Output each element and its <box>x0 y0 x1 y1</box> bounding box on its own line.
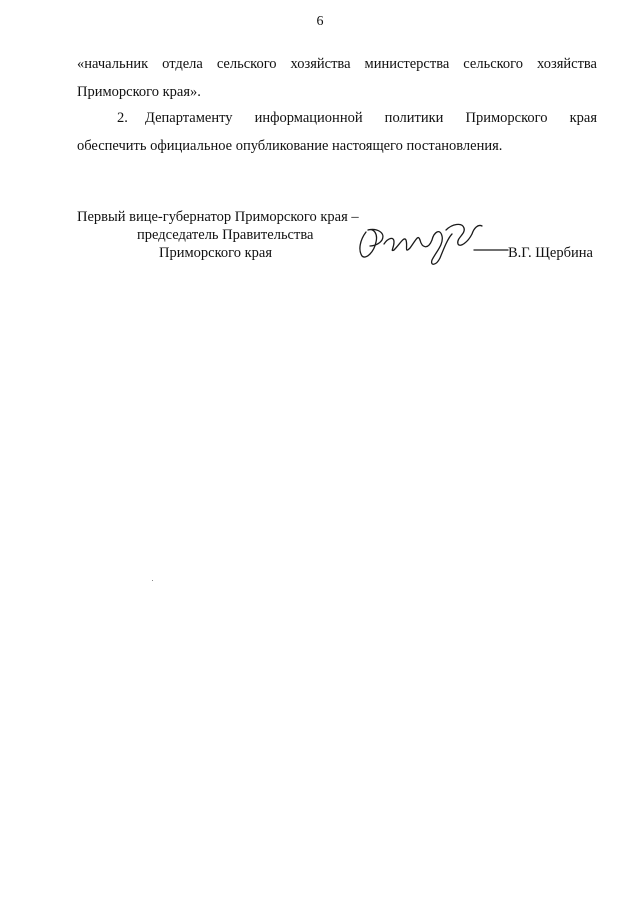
paragraph-1 <box>77 50 597 106</box>
paragraph-1-line-1: «начальник отдела сельского хозяйства министерства сельского хозяйства <box>77 56 597 72</box>
signatory-title-line-2: председатель Правительства <box>137 227 314 243</box>
paragraph-2-line-1 <box>77 104 597 132</box>
page-number: 6 <box>316 14 324 29</box>
signatory-title-line-3: Приморского края <box>159 245 273 261</box>
paragraph-1-line-2: Приморского края». <box>77 84 201 100</box>
signatory-title-line-1: Первый вице-губернатор Приморского края – <box>77 209 359 225</box>
signatory-name: В.Г. Щербина <box>508 245 593 261</box>
paragraph-2 <box>77 104 597 160</box>
paragraph-2-number: 2. <box>117 110 128 126</box>
paragraph-2-line-1-text: Департаменту информационной политики Приморского края <box>145 110 597 126</box>
paragraph-2-line-2: обеспечить официальное опубликование настоящего постановления. <box>77 138 503 154</box>
scan-speck <box>152 580 153 581</box>
handwritten-signature <box>348 210 512 270</box>
